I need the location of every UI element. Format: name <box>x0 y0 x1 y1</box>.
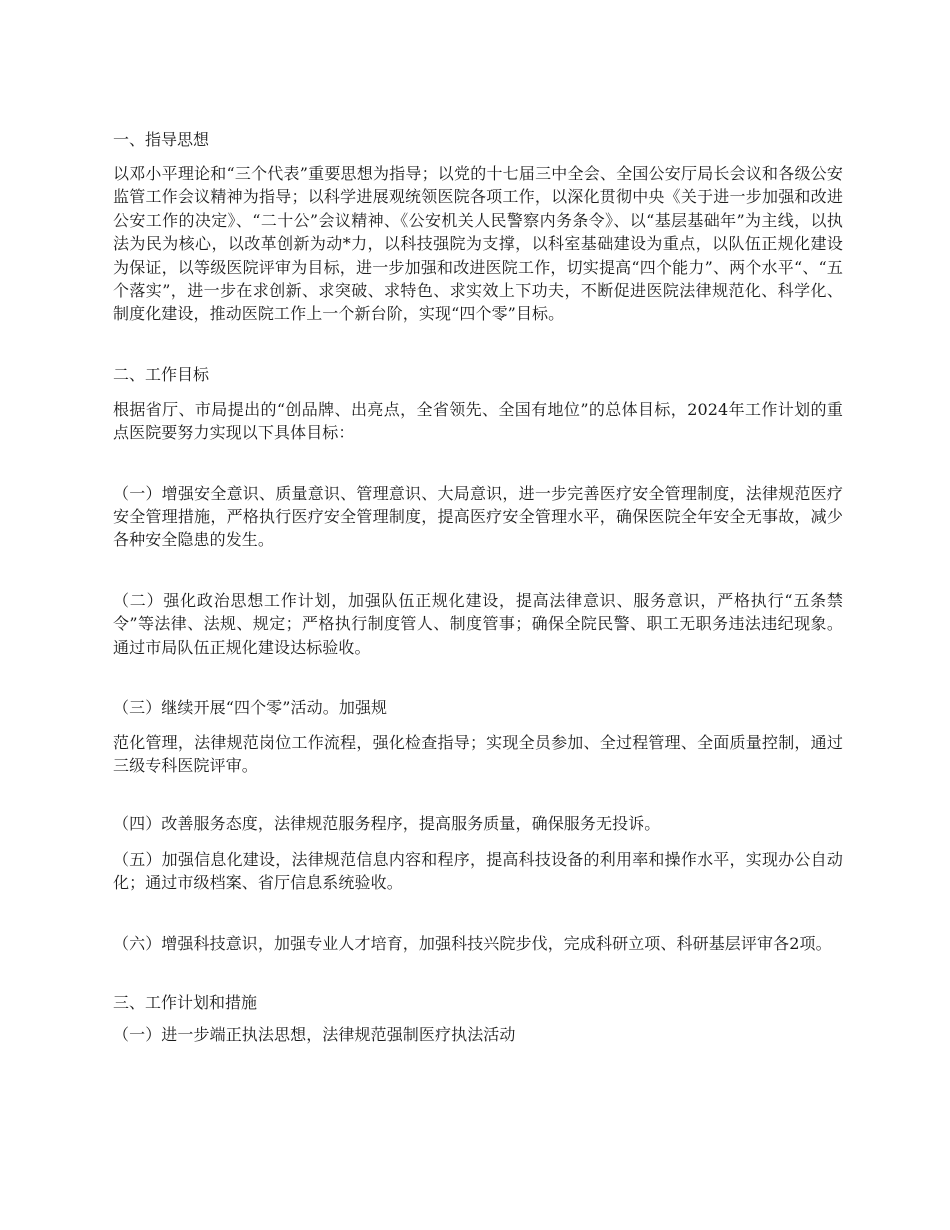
goal-item-3-continuation: 范化管理，法律规范岗位工作流程，强化检查指导；实现全员参加、全过程管理、全面质量控制，通过三级专科医院评审。 <box>113 732 843 775</box>
plan-item-1: （一）进一步端正执法思想，法律规范强制医疗执法活动 <box>113 1024 516 1044</box>
goal-item-6: （六）增强科技意识，加强专业人才培育，加强科技兴院步伐，完成科研立项、科研基层评审各2项。 <box>113 933 832 953</box>
section-heading-guiding-ideology: 一、指导思想 <box>113 130 210 149</box>
guiding-ideology-paragraph: 以邓小平理论和“三个代表”重要思想为指导；以党的十七届三中全会、全国公安厅局长会议和各级公安监管工作会议精神为指导；以科学进展观统领医院各项工作，以深化贯彻中央《关于进一步加强和改进公安工作的决定》、“二十公”会议精神、《公安机关人民警察内务条令》、以“基层基础年”为主线，以执法为民为核心，以改革创新为动*力，以科技强院为支撑，以科室基础建设为重点，以队伍正规化建设为保证，以等级医院评审为目标，进一步加强和改进医院工作，切实提高“四个能力”、两个水平“、“五个落实”，进一步在求创新、求突破、求特色、求实效上下功夫，不断促进医院法律规范化、科学化、制度化建设，推动医院工作上一个新台阶，实现“四个零”目标。 <box>113 164 843 324</box>
goal-item-5: （五）加强信息化建设，法律规范信息内容和程序，提高科技设备的利用率和操作水平，实现办公自动化；通过市级档案、省厅信息系统验收。 <box>113 849 843 893</box>
document-body <box>113 128 843 1046</box>
section-heading-work-plan: 三、工作计划和措施 <box>113 992 258 1012</box>
goal-item-3-line: （三）继续开展“四个零”活动。加强规 <box>113 698 388 718</box>
goal-item-1: （一）增强安全意识、质量意识、管理意识、大局意识，进一步完善医疗安全管理制度，法律规范医疗安全管理措施，严格执行医疗安全管理制度，提高医疗安全管理水平，确保医院全年安全无事故，减少各种安全隐患的发生。 <box>113 483 843 550</box>
goal-item-2: （二）强化政治思想工作计划，加强队伍正规化建设，提高法律意识、服务意识，严格执行“五条禁令”等法律、法规、规定；严格执行制度管人、制度管事；确保全院民警、职工无职务违法违纪现象。通过市局队伍正规化建设达标验收。 <box>113 590 843 657</box>
goal-item-4: （四）改善服务态度，法律规范服务程序，提高服务质量，确保服务无投诉。 <box>113 814 661 834</box>
section-heading-work-goals: 二、工作目标 <box>113 364 210 384</box>
work-goals-intro: 根据省厅、市局提出的“创品牌、出亮点，全省领先、全国有地位”的总体目标，2024年工作计划的重点医院要努力实现以下具体目标： <box>113 399 843 443</box>
